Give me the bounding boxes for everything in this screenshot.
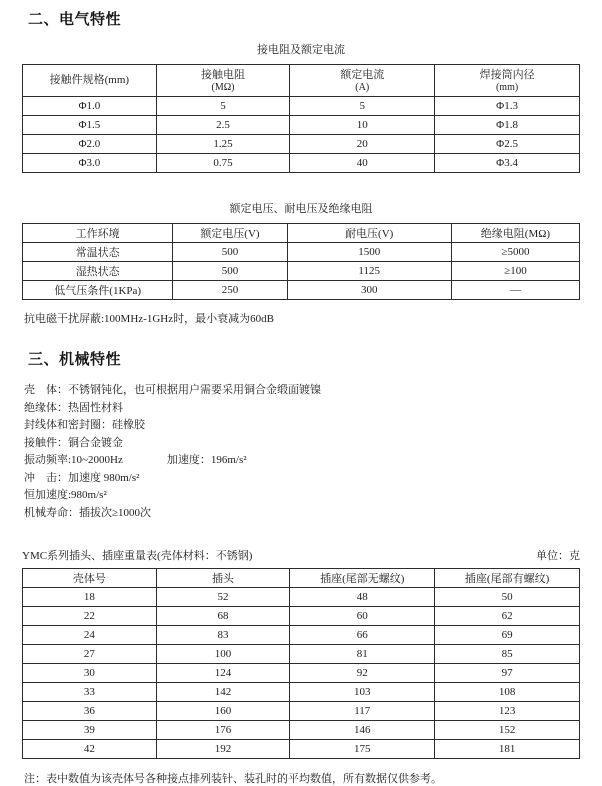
spec-line-shell: 壳 体：不锈钢钝化，也可根据用户需要采用铜合金缎面镀镍 bbox=[24, 384, 321, 396]
spec-line-vibration: 振动频率:10~2000Hz 加速度：196m/s² bbox=[24, 454, 247, 466]
table-cell: 24 bbox=[23, 626, 157, 645]
table-row bbox=[23, 135, 580, 154]
table-cell: 39 bbox=[23, 721, 157, 740]
table-cell: 181 bbox=[435, 740, 580, 759]
table-row bbox=[23, 116, 580, 135]
table-row bbox=[23, 154, 580, 173]
column-header: 耐电压(V) bbox=[287, 224, 451, 243]
table-body bbox=[23, 588, 580, 759]
table-cell: 66 bbox=[290, 626, 435, 645]
contact-resistance-table-caption: 接电阻及额定电流 bbox=[257, 44, 345, 56]
table-cell: ≥100 bbox=[451, 262, 579, 281]
table-cell: 142 bbox=[156, 683, 290, 702]
table-header-row bbox=[23, 224, 580, 243]
spec-line-contact: 接触件：铜合金镀金 bbox=[24, 436, 123, 449]
table-row bbox=[23, 664, 580, 683]
weight-table-unit-label: 单位：克 bbox=[536, 550, 580, 562]
column-header-label: 接触电阻 bbox=[201, 68, 245, 81]
table-cell: 33 bbox=[23, 683, 157, 702]
table-cell: 2.5 bbox=[156, 116, 290, 135]
column-header: 额定电压(V) bbox=[173, 224, 287, 243]
spec-line-mechanical-life: 机械寿命：插拔次≥1000次 bbox=[24, 506, 152, 519]
table-cell: 92 bbox=[290, 664, 435, 683]
table-row bbox=[23, 97, 580, 116]
table-row bbox=[23, 607, 580, 626]
voltage-table-caption: 额定电压、耐电压及绝缘电阻 bbox=[229, 203, 373, 215]
table-cell: 0.75 bbox=[156, 154, 290, 173]
column-header bbox=[23, 65, 157, 97]
table-header bbox=[23, 65, 580, 97]
table-header-row bbox=[23, 65, 580, 97]
table-cell: 20 bbox=[290, 135, 435, 154]
weight-table bbox=[22, 568, 580, 759]
table-row bbox=[23, 702, 580, 721]
table-cell: 83 bbox=[156, 626, 290, 645]
reference-note: 注：表中数值为该壳体号各种接点排列装针、装孔时的平均数值，所有数据仅供参考。 bbox=[24, 773, 442, 785]
table-cell: 5 bbox=[290, 97, 435, 116]
table-cell: 103 bbox=[290, 683, 435, 702]
table-cell: 1.25 bbox=[156, 135, 290, 154]
table-cell: 117 bbox=[290, 702, 435, 721]
table-body bbox=[23, 243, 580, 300]
table-cell: 300 bbox=[287, 281, 451, 300]
table-header-row bbox=[23, 569, 580, 588]
table-cell: Φ1.8 bbox=[435, 116, 580, 135]
table-cell: 250 bbox=[173, 281, 287, 300]
column-header-unit: (MΩ) bbox=[211, 81, 235, 93]
table-row bbox=[23, 645, 580, 664]
table-cell: 108 bbox=[435, 683, 580, 702]
column-header: 插座(尾部有螺纹) bbox=[435, 569, 580, 588]
table-cell: 68 bbox=[156, 607, 290, 626]
table-cell: 50 bbox=[435, 588, 580, 607]
table-cell: 1125 bbox=[287, 262, 451, 281]
mechanical-spec-list bbox=[24, 382, 580, 522]
table-cell: 36 bbox=[23, 702, 157, 721]
table-row bbox=[23, 243, 580, 262]
table-cell: 500 bbox=[173, 243, 287, 262]
column-header bbox=[156, 65, 290, 97]
table-cell: 52 bbox=[156, 588, 290, 607]
table-row bbox=[23, 626, 580, 645]
table-cell: 123 bbox=[435, 702, 580, 721]
table-cell: 81 bbox=[290, 645, 435, 664]
table-row bbox=[23, 588, 580, 607]
table-row bbox=[23, 683, 580, 702]
table-header bbox=[23, 569, 580, 588]
column-header-label: 焊接筒内径 bbox=[479, 68, 535, 81]
column-header-label: 额定电流 bbox=[340, 68, 385, 81]
table-cell: 湿热状态 bbox=[23, 262, 173, 281]
spec-line-seal: 封线体和密封圈：硅橡胶 bbox=[24, 419, 145, 431]
table-cell: 低气压条件(1KPa) bbox=[23, 281, 173, 300]
table-cell: 60 bbox=[290, 607, 435, 626]
table-cell: 152 bbox=[435, 721, 580, 740]
table-cell: 175 bbox=[290, 740, 435, 759]
table-cell: Φ1.3 bbox=[435, 97, 580, 116]
column-header-label: 接触件规格(mm) bbox=[49, 74, 130, 86]
column-header: 壳体号 bbox=[23, 569, 157, 588]
section-mechanical-title: 三、机械特性 bbox=[28, 351, 122, 368]
table-row bbox=[23, 262, 580, 281]
spec-line-acceleration: 恒加速度:980m/s² bbox=[24, 489, 107, 501]
table-row bbox=[23, 281, 580, 300]
column-header-unit: (A) bbox=[355, 81, 370, 93]
table-cell: 192 bbox=[156, 740, 290, 759]
table-cell: 27 bbox=[23, 645, 157, 664]
spec-line-insulator: 绝缘体：热固性材料 bbox=[24, 401, 123, 414]
table-cell: 5 bbox=[156, 97, 290, 116]
table-cell: 62 bbox=[435, 607, 580, 626]
column-header: 插座(尾部无螺纹) bbox=[290, 569, 435, 588]
table-cell: 22 bbox=[23, 607, 157, 626]
column-header: 绝缘电阻(MΩ) bbox=[451, 224, 579, 243]
weight-table-intro: YMC系列插头、插座重量表(壳体材料：不锈钢) bbox=[22, 550, 253, 562]
table-row bbox=[23, 721, 580, 740]
table-cell: ≥5000 bbox=[451, 243, 579, 262]
table-cell: 1500 bbox=[287, 243, 451, 262]
voltage-insulation-table bbox=[22, 223, 580, 300]
spec-line-shock: 冲 击：加速度 980m/s² bbox=[24, 471, 140, 484]
table-cell: Φ3.0 bbox=[23, 154, 157, 173]
emi-shielding-note: 抗电磁干扰屏蔽:100MHz-1GHz时，最小衰减为60dB bbox=[24, 313, 274, 325]
column-header: 插头 bbox=[156, 569, 290, 588]
column-header bbox=[435, 65, 580, 97]
weight-table-header-row bbox=[22, 547, 580, 563]
table-cell: 500 bbox=[173, 262, 287, 281]
table-cell: 124 bbox=[156, 664, 290, 683]
table-cell: Φ1.0 bbox=[23, 97, 157, 116]
table-cell: 146 bbox=[290, 721, 435, 740]
table-cell: 69 bbox=[435, 626, 580, 645]
table-cell: 40 bbox=[290, 154, 435, 173]
column-header bbox=[290, 65, 435, 97]
column-header: 工作环境 bbox=[23, 224, 173, 243]
table-cell: Φ2.0 bbox=[23, 135, 157, 154]
table-cell: 常温状态 bbox=[23, 243, 173, 262]
table-cell: 97 bbox=[435, 664, 580, 683]
table-cell: 176 bbox=[156, 721, 290, 740]
table-cell: 30 bbox=[23, 664, 157, 683]
table-cell: 48 bbox=[290, 588, 435, 607]
table-cell: Φ1.5 bbox=[23, 116, 157, 135]
table-cell: 18 bbox=[23, 588, 157, 607]
table-body bbox=[23, 97, 580, 173]
section-electrical-title: 二、电气特性 bbox=[28, 11, 122, 28]
contact-resistance-table bbox=[22, 64, 580, 173]
table-cell: — bbox=[451, 281, 579, 300]
table-cell: 42 bbox=[23, 740, 157, 759]
table-cell: 100 bbox=[156, 645, 290, 664]
table-cell: Φ3.4 bbox=[435, 154, 580, 173]
column-header-unit: (mm) bbox=[495, 81, 519, 93]
table-cell: 10 bbox=[290, 116, 435, 135]
table-cell: 85 bbox=[435, 645, 580, 664]
table-header bbox=[23, 224, 580, 243]
table-row bbox=[23, 740, 580, 759]
table-cell: 160 bbox=[156, 702, 290, 721]
table-cell: Φ2.5 bbox=[435, 135, 580, 154]
